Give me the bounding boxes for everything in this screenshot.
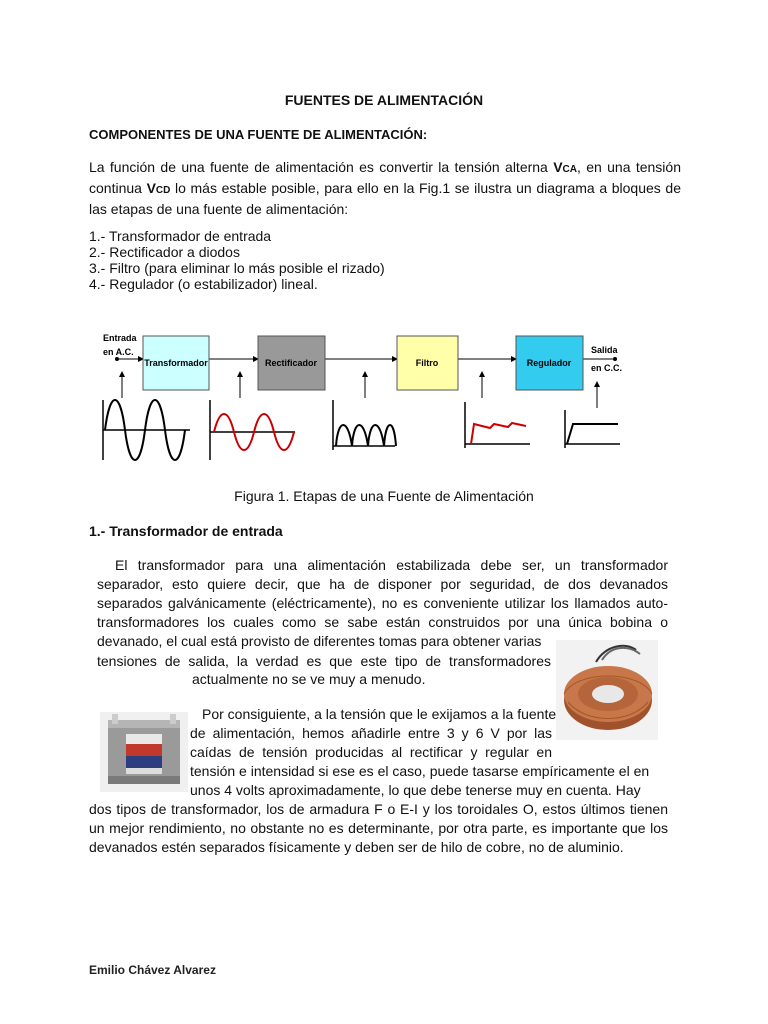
waveform-filtered bbox=[465, 402, 530, 448]
waveform-dc-output bbox=[565, 410, 620, 448]
ei-transformer-image bbox=[100, 712, 188, 792]
input-label-2: en A.C. bbox=[103, 347, 134, 357]
block-label: Rectificador bbox=[264, 358, 318, 368]
block-label: Transformador bbox=[144, 358, 208, 368]
block-label: Regulador bbox=[526, 358, 572, 368]
list-item: 4.- Regulador (o estabilizador) lineal. bbox=[89, 276, 318, 292]
text-line: Por consiguiente, a la tensión que le exijamos a la fuente bbox=[202, 706, 557, 722]
text-line: devanados estén separados físicamente y deben ser de hilo de cobre, no de aluminio. bbox=[89, 839, 624, 855]
waveform-ac-input bbox=[103, 400, 190, 460]
figure-caption: Figura 1. Etapas de una Fuente de Alimentación bbox=[234, 488, 534, 504]
text-line: unos 4 volts aproximadamente, lo que debe tenerse muy en cuenta. Hay bbox=[190, 782, 641, 798]
text-line: de alimentación, hemos añadirle entre 3 y 6 V por las bbox=[190, 725, 552, 741]
text-line: tensiones de salida, la verdad es que este tipo de transformadores bbox=[97, 653, 551, 669]
block-label: Filtro bbox=[415, 358, 439, 368]
section-subtitle: COMPONENTES DE UNA FUENTE DE ALIMENTACIÓN: bbox=[89, 127, 428, 142]
text-line: actualmente no se ve muy a menudo. bbox=[192, 671, 426, 687]
output-label-2: en C.C. bbox=[591, 363, 623, 373]
text-line: tensión e intensidad si ese es el caso, puede tasarse empíricamente el en bbox=[190, 763, 650, 779]
text-line: caídas de tensión producidas al rectificar y regular en bbox=[190, 744, 552, 760]
text-line: transformadores los cuales como se sabe están construidos por una única bobina o bbox=[97, 614, 668, 630]
list-item: 2.- Rectificador a diodos bbox=[89, 244, 240, 260]
text-line: devanado, el cual está provisto de diferentes tomas para obtener varias bbox=[97, 633, 542, 649]
toroidal-transformer-image bbox=[556, 640, 658, 740]
vca-subscript: CA bbox=[562, 164, 577, 175]
input-label-1: Entrada bbox=[103, 333, 137, 343]
vcd-subscript: CD bbox=[155, 185, 171, 196]
text-line: separados galvánicamente (eléctricamente), no es conveniente utilizar los llamados auto- bbox=[97, 595, 668, 611]
block-diagram bbox=[0, 320, 768, 470]
intro-paragraph bbox=[89, 158, 681, 218]
stage-list bbox=[89, 228, 385, 292]
vca-symbol: V bbox=[553, 159, 563, 175]
list-item: 1.- Transformador de entrada bbox=[89, 228, 272, 244]
text-line: separador, esto quiere decir, que ha de disponer por seguridad, de dos devanados bbox=[97, 576, 668, 592]
author-footer: Emilio Chávez Alvarez bbox=[89, 963, 216, 977]
output-terminal bbox=[613, 357, 617, 361]
text-line: un mejor rendimiento, no obstante no es determinante, por otra parte, es importante que los bbox=[89, 820, 668, 836]
list-item: 3.- Filtro (para eliminar lo más posible el rizado) bbox=[89, 260, 385, 276]
intro-text-1: La función de una fuente de alimentación es convertir la tensión alterna bbox=[89, 159, 554, 175]
output-label-1: Salida bbox=[591, 345, 618, 355]
text-line: dos tipos de transformador, los de armadura F o E-I y los toroidales O, estos últimos tienen bbox=[89, 801, 668, 817]
waveform-rectified bbox=[333, 400, 396, 450]
text-line: El transformador para una alimentación estabilizada debe ser, un transformador bbox=[115, 557, 668, 573]
section-heading: 1.- Transformador de entrada bbox=[89, 523, 283, 539]
waveform-transformed bbox=[210, 400, 295, 460]
page-title: FUENTES DE ALIMENTACIÓN bbox=[284, 92, 484, 108]
intro-text-3: lo más estable posible, para ello en la Fig.1 se ilustra un diagrama a bloques de las etapas de una fuente de alimentación: bbox=[89, 180, 681, 217]
intro-text-2: , en una tensión continua bbox=[89, 159, 681, 196]
vcd-symbol: V bbox=[146, 180, 156, 196]
